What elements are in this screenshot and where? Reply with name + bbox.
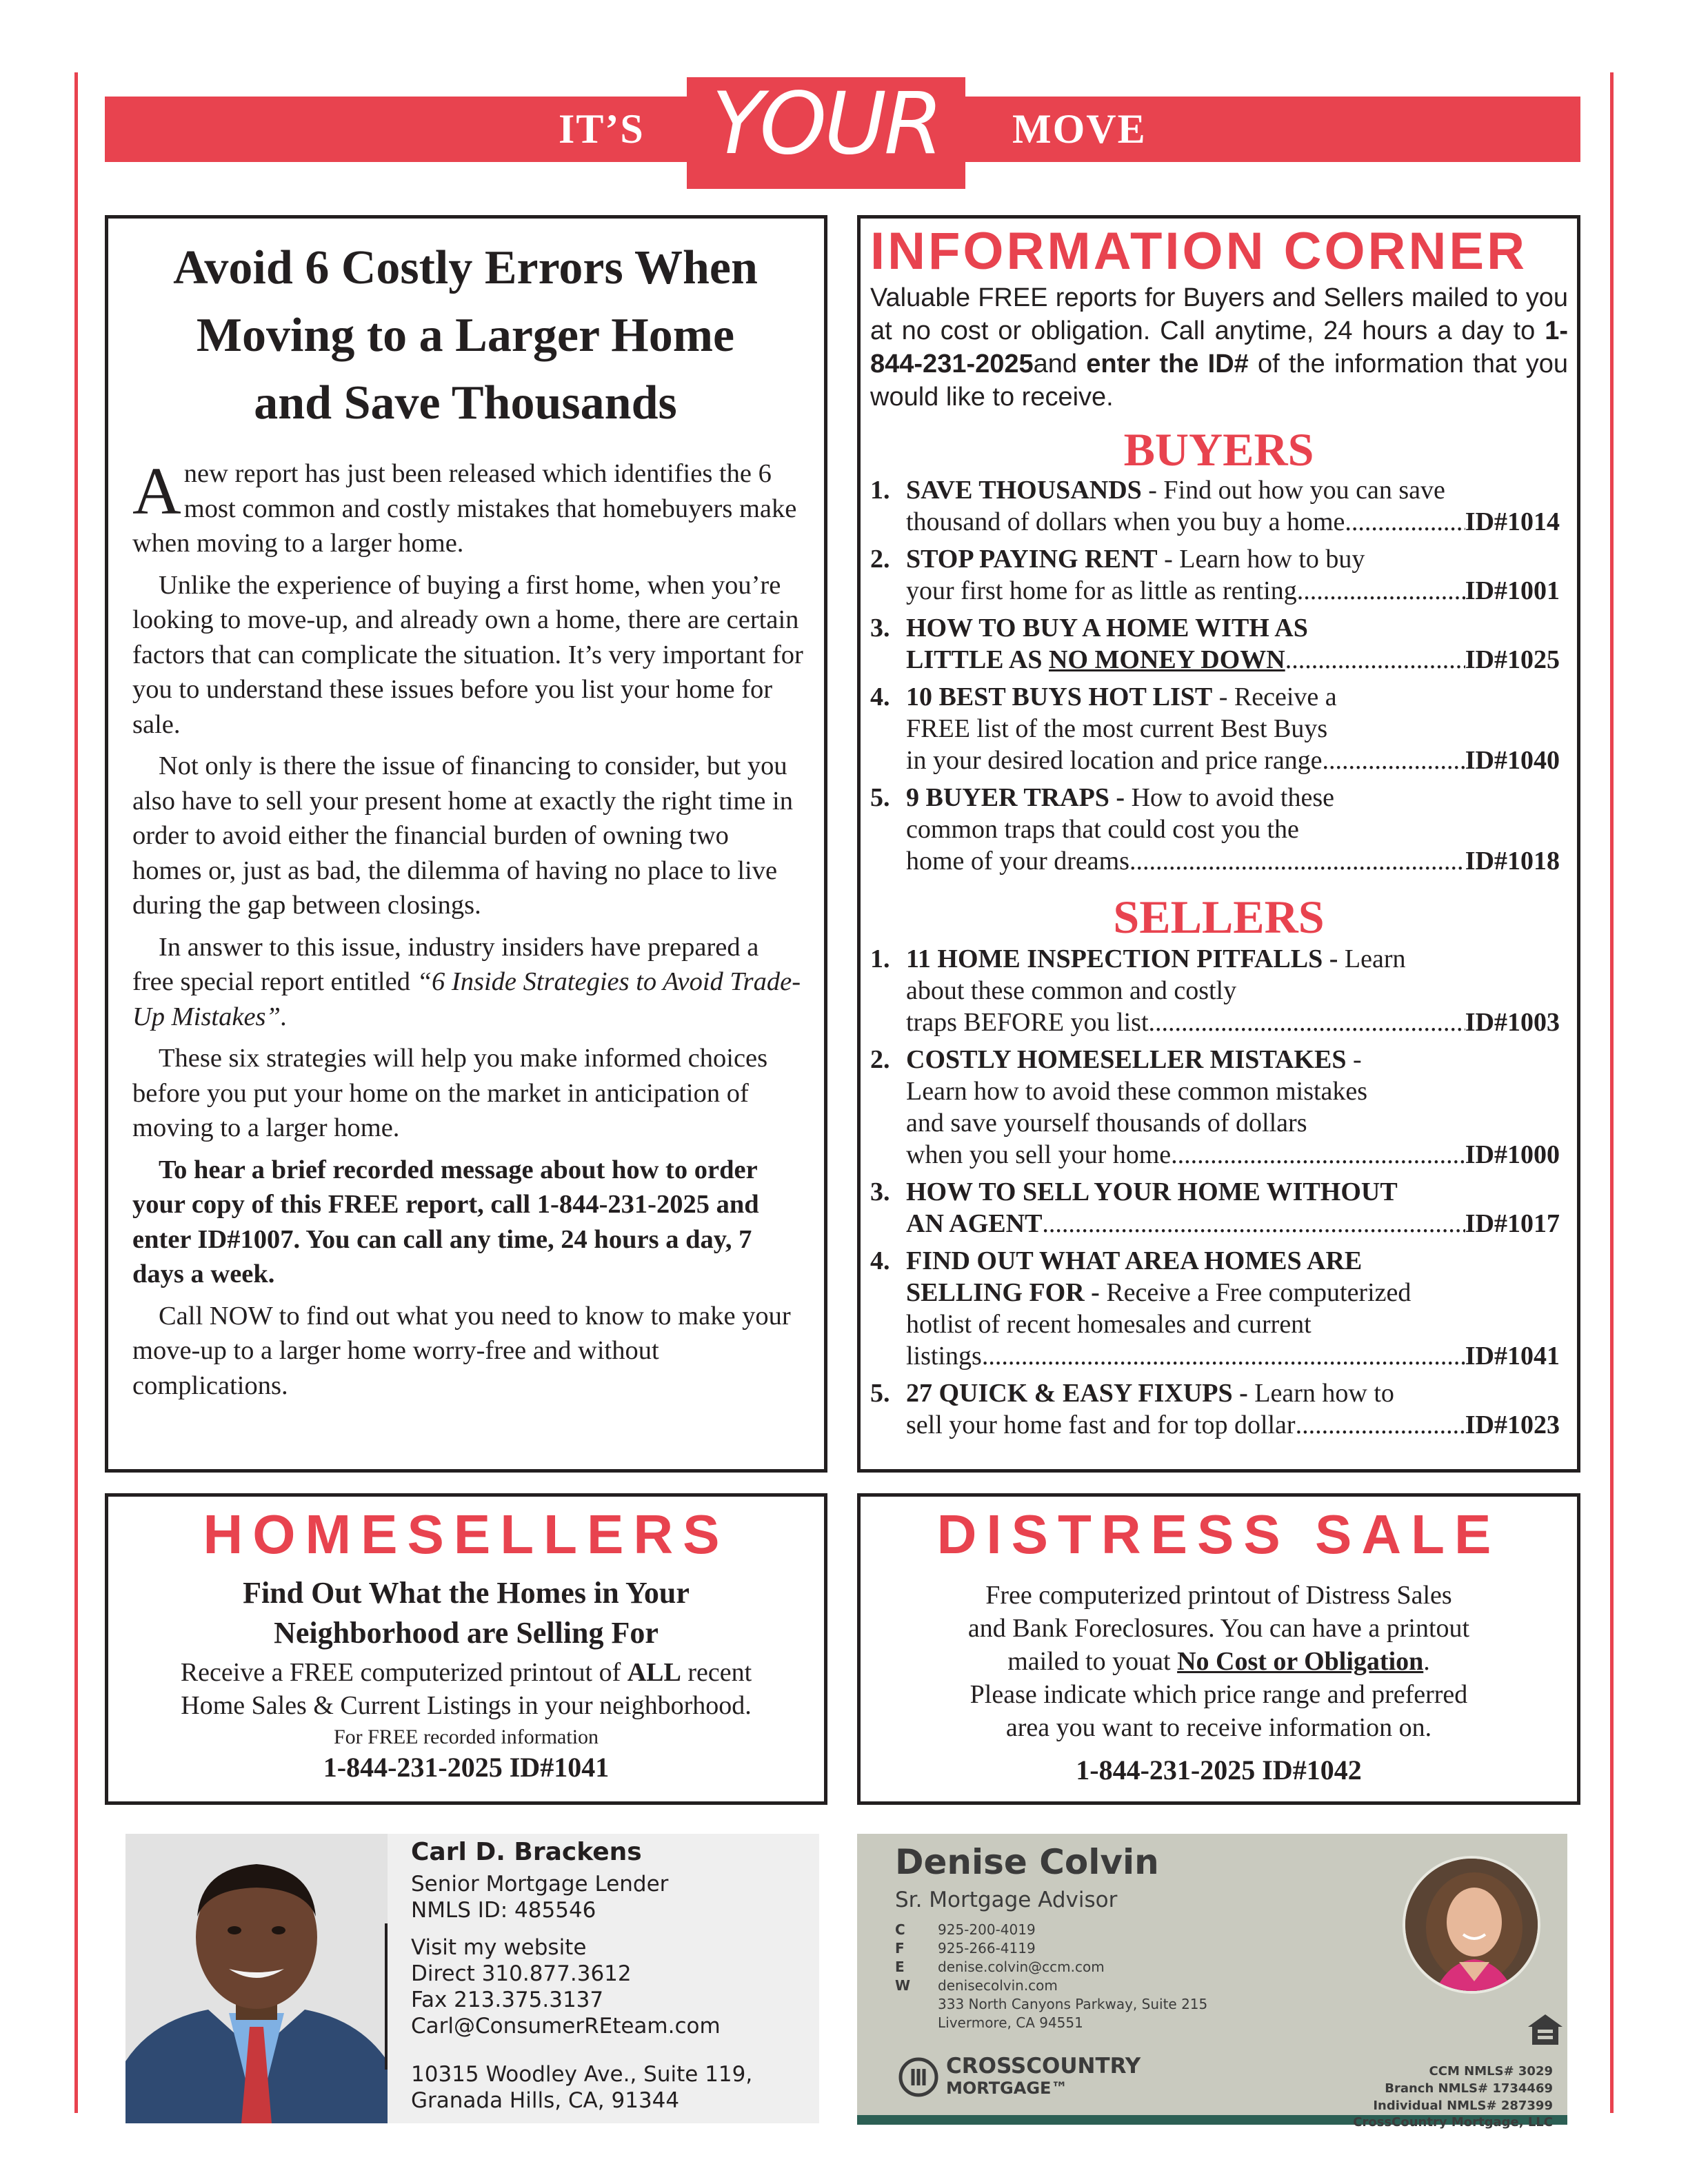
item-id: ID#1023 [1465, 1410, 1560, 1439]
article-title-line: Avoid 6 Costly Errors When [173, 241, 758, 294]
distress-emphasis: No Cost or Obligation [1177, 1647, 1424, 1676]
item-text: FREE list of the most current Best Buys [906, 714, 1328, 743]
item-heading: HOW TO BUY A HOME WITH AS [906, 614, 1308, 643]
item-id: ID#1018 [1465, 847, 1560, 876]
buyers-heading: BUYERS [1123, 423, 1314, 476]
list-item [870, 782, 1560, 877]
homesellers-phone: 1-844-231-2025 ID#1041 [323, 1752, 610, 1783]
agent-name: Carl D. Brackens [411, 1838, 642, 1866]
contact-key: W [895, 1977, 911, 1994]
item-text: - Receive a [1212, 682, 1337, 711]
information-corner-intro [870, 281, 1568, 414]
item-text: home of your dreams [906, 847, 1129, 876]
item-text: when you sell your home [906, 1140, 1172, 1169]
item-text: about these common and costly [906, 976, 1237, 1005]
distress-text [857, 1645, 1580, 1678]
advisor-name: Denise Colvin [895, 1842, 1159, 1882]
item-id: ID#1040 [1465, 746, 1560, 775]
banner-right-word: MOVE [1012, 106, 1147, 152]
contact-value[interactable]: denisecolvin.com [938, 1977, 1058, 1994]
homesellers-title: HOMESELLERS [203, 1504, 730, 1565]
intro-emphasis: enter the ID# [1086, 350, 1249, 378]
information-corner-title: INFORMATION CORNER [870, 222, 1527, 281]
item-id: ID#1017 [1465, 1209, 1560, 1238]
item-number: 2. [870, 545, 890, 574]
intro-text: Valuable FREE reports for Buyers and Sellers mailed to you at no cost or obligation. Call anytime, 24 hours a day to [870, 283, 1568, 345]
list-item [870, 1176, 1560, 1240]
item-text: Learn how to avoid these common mistakes [906, 1077, 1368, 1106]
item-text: sell your home fast and for top dollar [906, 1410, 1296, 1439]
item-heading: LITTLE AS [906, 645, 1049, 674]
item-heading: AN AGENT [906, 1209, 1043, 1238]
item-heading-underlined: NO MONEY DOWN [1049, 645, 1285, 674]
item-number: 5. [870, 783, 890, 812]
article-body [132, 456, 805, 1410]
homesellers-subtitle: Neighborhood are Selling For [274, 1616, 659, 1650]
distress-text-part: mailed to youat [1007, 1647, 1178, 1676]
item-heading: HOW TO SELL YOUR HOME WITHOUT [906, 1177, 1398, 1206]
homesellers-text-part: Receive a FREE computerized printout of [180, 1658, 627, 1687]
item-text: - Learn how to buy [1157, 545, 1365, 574]
article-paragraph: Unlike the experience of buying a first home, when you’re looking to move-up, and already own a home, there are certain factors that can complicate the situation. It’s very important for you to understand these issues before you list your home for sale. [132, 570, 803, 739]
advisor-address: Livermore, CA 94551 [938, 2014, 1083, 2031]
item-text: your first home for as little as renting [906, 576, 1297, 605]
list-item [870, 943, 1560, 1038]
contact-value: 925-200-4019 [938, 1921, 1036, 1938]
item-text: traps BEFORE you list [906, 1008, 1149, 1037]
crosscountry-logo-icon [898, 2056, 939, 2098]
left-margin-rule [74, 72, 78, 2113]
item-heading: SELLING FOR - [906, 1278, 1100, 1307]
list-item [870, 543, 1560, 607]
item-text: How to avoid these [1125, 783, 1335, 812]
item-number: 3. [870, 1177, 890, 1206]
advisor-photo [1403, 1856, 1540, 1994]
article-paragraph [132, 930, 805, 1035]
intro-phone: 1-844-231-2025 [870, 316, 1568, 378]
agent-direct-phone: Direct 310.877.3612 [411, 1961, 632, 1986]
distress-text-part: . [1423, 1647, 1430, 1676]
agent-website-link[interactable]: Visit my website [411, 1935, 587, 1960]
contact-value[interactable]: denise.colvin@ccm.com [938, 1959, 1105, 1975]
item-text: Learn [1338, 944, 1406, 973]
card-divider [385, 1923, 388, 2070]
logo-text: MORTGAGE™ [946, 2079, 1068, 2098]
leader-dots [1171, 1139, 1465, 1171]
item-text: and save yourself thousands of dollars [906, 1109, 1307, 1138]
contact-key: F [895, 1940, 905, 1957]
agent-email[interactable]: Carl@ConsumerREteam.com [411, 2014, 721, 2039]
leader-dots [1323, 745, 1465, 776]
list-item [870, 612, 1560, 676]
list-item [870, 1245, 1560, 1372]
article-title [117, 234, 814, 437]
agent-title: Senior Mortgage Lender [411, 1872, 669, 1897]
item-heading: 9 BUYER TRAPS - [906, 783, 1125, 812]
license-line: CCM NMLS# 3029 [1429, 2064, 1553, 2079]
sellers-list [870, 943, 1560, 1446]
logo-text: CROSSCOUNTRY [946, 2054, 1141, 2079]
item-text: Learn how to [1247, 1379, 1394, 1408]
advisor-contact-row [895, 1939, 1036, 1958]
list-item [870, 474, 1560, 538]
call-to-action-paragraph: To hear a brief recorded message about how to order your copy of this FREE report, call 1-844-231-2025 and enter ID#1007. You can call any time, 24 hours a day, 7 days a week. [132, 1155, 759, 1288]
right-margin-rule [1610, 72, 1614, 2113]
item-number: 4. [870, 1246, 890, 1275]
leader-dots [1042, 1208, 1465, 1240]
item-id: ID#1000 [1465, 1140, 1560, 1169]
item-text: thousand of dollars when you buy a home [906, 507, 1345, 536]
article-paragraph: Call NOW to find out what you need to know to make your move-up to a larger home worry-free and without complications. [132, 1301, 791, 1400]
article-paragraph-text: In answer to this issue, industry insiders have prepared a free special report entitled [132, 932, 759, 996]
item-heading: 10 BEST BUYS HOT LIST [906, 682, 1213, 711]
leader-dots [1285, 644, 1465, 676]
license-line: Individual NMLS# 287399 [1373, 2099, 1553, 2113]
item-text: Receive a Free computerized [1099, 1278, 1411, 1307]
advisor-contact-row [895, 1921, 1036, 1939]
item-text: listings [906, 1342, 982, 1371]
sellers-heading: SELLERS [1113, 891, 1325, 943]
item-heading: FIND OUT WHAT AREA HOMES ARE [906, 1246, 1363, 1275]
license-line: Branch NMLS# 1734469 [1385, 2081, 1553, 2096]
contact-value: 925-266-4119 [938, 1940, 1036, 1957]
item-heading: 11 HOME INSPECTION PITFALLS - [906, 944, 1338, 973]
article-title-line: Moving to a Larger Home [196, 309, 735, 362]
item-id: ID#1041 [1465, 1342, 1560, 1371]
agent-photo [125, 1834, 388, 2123]
leader-dots [982, 1340, 1465, 1372]
homesellers-small-note: For FREE recorded information [333, 1726, 599, 1748]
leader-dots [1345, 506, 1465, 538]
distress-text: Please indicate which price range and preferred [969, 1680, 1468, 1709]
homesellers-text-part: recent [681, 1658, 752, 1687]
advisor-contact-row [895, 1958, 1105, 1976]
homesellers-text: Home Sales & Current Listings in your neighborhood. [181, 1691, 752, 1720]
article-paragraph-text: new report has just been released which identifies the 6 most common and costly mistakes that homebuyers make when moving to a larger home. [132, 459, 797, 558]
contact-key: C [895, 1921, 905, 1938]
distress-text: area you want to receive information on. [1005, 1713, 1432, 1742]
item-text: common traps that could cost you the [906, 815, 1299, 844]
intro-text: and [1033, 350, 1087, 378]
article-title-line: and Save Thousands [254, 376, 677, 429]
distress-text: and Bank Foreclosures. You can have a printout [967, 1614, 1470, 1643]
item-text: - [1346, 1045, 1362, 1074]
item-number: 4. [870, 682, 890, 711]
article-paragraph [132, 456, 805, 561]
agent-nmls: NMLS ID: 485546 [411, 1898, 596, 1923]
item-text: - Find out how you can save [1141, 476, 1445, 505]
item-id: ID#1025 [1465, 645, 1560, 674]
item-number: 2. [870, 1045, 890, 1074]
distress-phone: 1-844-231-2025 ID#1042 [1076, 1755, 1362, 1786]
agent-portrait-graphic [125, 1834, 388, 2123]
item-id: ID#1001 [1465, 576, 1560, 605]
agent-fax: Fax 213.375.3137 [411, 1988, 604, 2012]
item-id: ID#1003 [1465, 1008, 1560, 1037]
article-paragraph: These six strategies will help you make informed choices before you put your home on the market in anticipation of moving to a larger home. [132, 1044, 768, 1142]
item-number: 3. [870, 614, 890, 643]
item-heading: COSTLY HOMESELLER MISTAKES [906, 1045, 1347, 1074]
contact-key: E [895, 1959, 905, 1975]
item-number: 1. [870, 476, 890, 505]
distress-sale-title: DISTRESS SALE [936, 1504, 1501, 1565]
banner-left-word: IT’S [559, 106, 645, 152]
item-heading: SAVE THOUSANDS [906, 476, 1142, 505]
homesellers-subtitle: Find Out What the Homes in Your [243, 1576, 690, 1610]
advisor-address: 333 North Canyons Parkway, Suite 215 [938, 1996, 1208, 2012]
item-number: 1. [870, 944, 890, 973]
list-item [870, 1377, 1560, 1441]
license-line: CrossCountry Mortgage, LLC [1353, 2115, 1553, 2130]
advisor-title: Sr. Mortgage Advisor [895, 1888, 1118, 1912]
agent-address: 10315 Woodley Ave., Suite 119, [411, 2062, 753, 2087]
homesellers-emphasis: ALL [627, 1658, 681, 1687]
item-text: hotlist of recent homesales and current [906, 1310, 1312, 1339]
report-title: “6 Inside Strategies to Avoid Trade-Up Mistakes”. [132, 967, 801, 1031]
leader-dots [1297, 575, 1465, 607]
item-heading: STOP PAYING RENT [906, 545, 1158, 574]
buyers-list [870, 474, 1560, 882]
intro-text: of the information that you would like to receive. [870, 350, 1569, 412]
leader-dots [1129, 845, 1465, 877]
homesellers-text [105, 1656, 827, 1689]
leader-dots [1149, 1007, 1465, 1038]
crosscountry-logo [898, 2056, 1141, 2099]
article-paragraph: Not only is there the issue of financing to consider, but you also have to sell your present home at exactly the right time in order to avoid either the financial burden of owning two homes or, just as bad, the dilemma of having no place to live during the gap between closings. [132, 751, 793, 920]
advisor-contact-row [895, 1976, 1058, 1995]
item-text: in your desired location and price range [906, 746, 1323, 775]
item-heading: 27 QUICK & EASY FIXUPS - [906, 1379, 1248, 1408]
item-id: ID#1014 [1465, 507, 1560, 536]
list-item [870, 681, 1560, 776]
distress-text: Free computerized printout of Distress Sales [985, 1581, 1452, 1610]
drop-cap: A [132, 454, 181, 529]
agent-address: Granada Hills, CA, 91344 [411, 2088, 680, 2113]
item-number: 5. [870, 1379, 890, 1408]
equal-housing-icon [1527, 2013, 1564, 2050]
leader-dots [1296, 1409, 1465, 1441]
advisor-portrait-graphic [1405, 1859, 1540, 1994]
list-item [870, 1044, 1560, 1171]
banner-center-word: YOUR [711, 74, 941, 174]
